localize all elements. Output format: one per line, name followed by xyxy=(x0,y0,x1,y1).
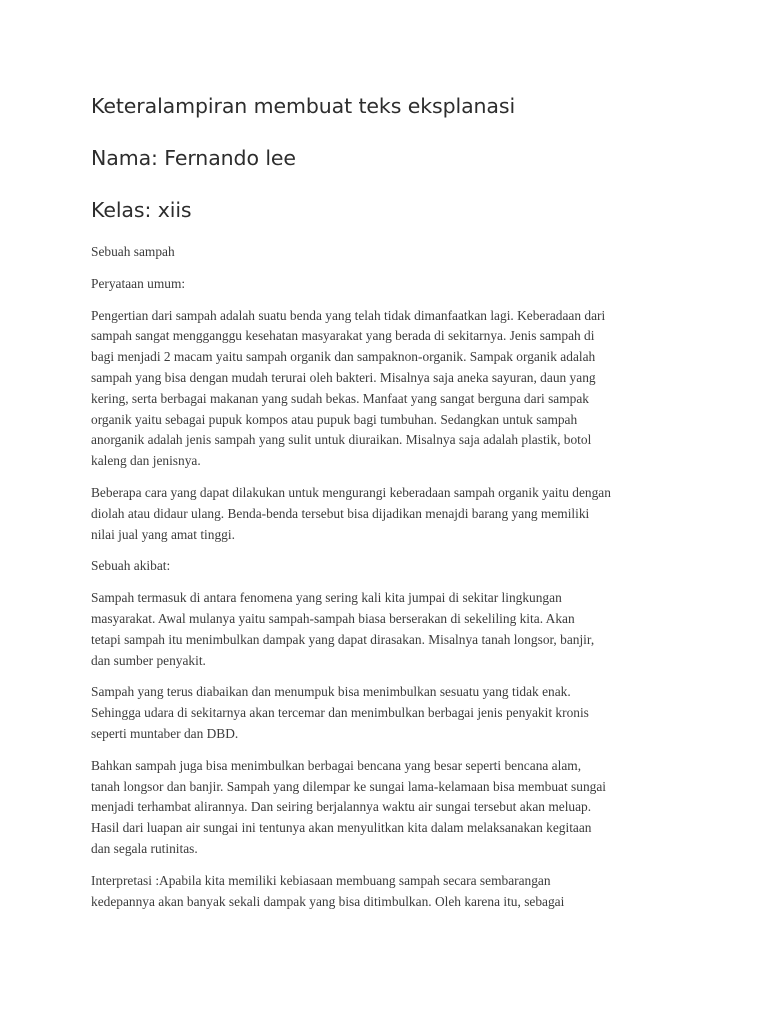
text-line: seperti muntaber dan DBD. xyxy=(91,725,239,741)
document-title: Keteralampiran membuat teks eksplanasi xyxy=(91,94,516,118)
text-line: Sehingga udara di sekitarnya akan tercemar dan menimbulkan berbagai jenis penyakit kronis xyxy=(91,705,589,721)
text-line: Pengertian dari sampah adalah suatu benda yang telah tidak dimanfaatkan lagi. Keberadaan dari xyxy=(91,307,606,323)
student-class: Kelas: xiis xyxy=(91,198,192,222)
text-line: kaleng dan jenisnya. xyxy=(91,453,201,469)
text-line: anorganik adalah jenis sampah yang sulit untuk diuraikan. Misalnya saja adalah plastik, botol xyxy=(91,432,592,448)
text-line: bagi menjadi 2 macam yaitu sampah organik dan sampaknon-organik. Sampak organik adalah xyxy=(91,349,596,365)
section-label-sebuah-akibat xyxy=(91,556,691,577)
document-content xyxy=(91,92,691,923)
paragraph-pengertian xyxy=(91,306,691,472)
section-title-sebuah-sampah xyxy=(91,242,691,263)
text-line: tetapi sampah itu menimbulkan dampak yang dapat dirasakan. Misalnya tanah longsor, banjir, xyxy=(91,631,595,647)
paragraph-cara-mengurangi xyxy=(91,483,691,545)
text-line: sampah sangat mengganggu kesehatan masyarakat yang berada di sekitarnya. Jenis sampah di xyxy=(91,328,595,344)
text-line: dan sumber penyakit. xyxy=(91,652,206,668)
text-line: diolah atau didaur ulang. Benda-benda tersebut bisa dijadikan menajdi barang yang memiliki xyxy=(91,505,590,521)
text-line: Beberapa cara yang dapat dilakukan untuk mengurangi keberadaan sampah organik yaitu dengan xyxy=(91,484,611,500)
text-line: Interpretasi :Apabila kita memiliki kebiasaan membuang sampah secara sembarangan xyxy=(91,872,551,888)
section-label-pernyataan-umum xyxy=(91,274,691,295)
paragraph-diabaikan xyxy=(91,682,691,744)
text-line: sampah yang bisa dengan mudah terurai oleh bakteri. Misalnya saja aneka sayuran, daun yang xyxy=(91,369,596,385)
text-line: Sebuah sampah xyxy=(91,244,175,259)
text-line: Sebuah akibat: xyxy=(91,558,171,574)
text-line: nilai jual yang amat tinggi. xyxy=(91,526,235,542)
text-line: tanah longsor dan banjir. Sampah yang dilempar ke sungai lama-kelamaan bisa membuat sungai xyxy=(91,778,607,794)
paragraph-fenomena xyxy=(91,588,691,671)
student-name: Nama: Fernando lee xyxy=(91,146,296,170)
text-line: kering, serta berbagai makanan yang sudah bekas. Manfaat yang sangat berguna dari sampak xyxy=(91,390,589,406)
text-line: masyarakat. Awal mulanya yaitu sampah-sampah biasa berserakan di sekeliling kita. Akan xyxy=(91,610,575,626)
paragraph-bencana xyxy=(91,756,691,860)
text-line: Hasil dari luapan air sungai ini tentunya akan menyulitkan kita dalam melaksanakan kegitaan xyxy=(91,820,592,836)
text-line: dan segala rutinitas. xyxy=(91,840,198,856)
text-line: Peryataan umum: xyxy=(91,275,186,291)
text-line: Sampah termasuk di antara fenomena yang sering kali kita jumpai di sekitar lingkungan xyxy=(91,590,562,606)
text-line: menjadi terhambat alirannya. Dan seiring berjalannya waktu air sungai tersebut akan meluap. xyxy=(91,799,592,815)
text-line: kedepannya akan banyak sekali dampak yang bisa ditimbulkan. Oleh karena itu, sebagai xyxy=(91,893,565,909)
text-line: Bahkan sampah juga bisa menimbulkan berbagai bencana yang besar seperti bencana alam, xyxy=(91,757,582,773)
paragraph-interpretasi xyxy=(91,871,691,913)
text-line: Sampah yang terus diabaikan dan menumpuk bisa menimbulkan sesuatu yang tidak enak. xyxy=(91,684,571,700)
text-line: organik yaitu sebagai pupuk kompos atau pupuk bagi tumbuhan. Sedangkan untuk sampah xyxy=(91,411,578,427)
